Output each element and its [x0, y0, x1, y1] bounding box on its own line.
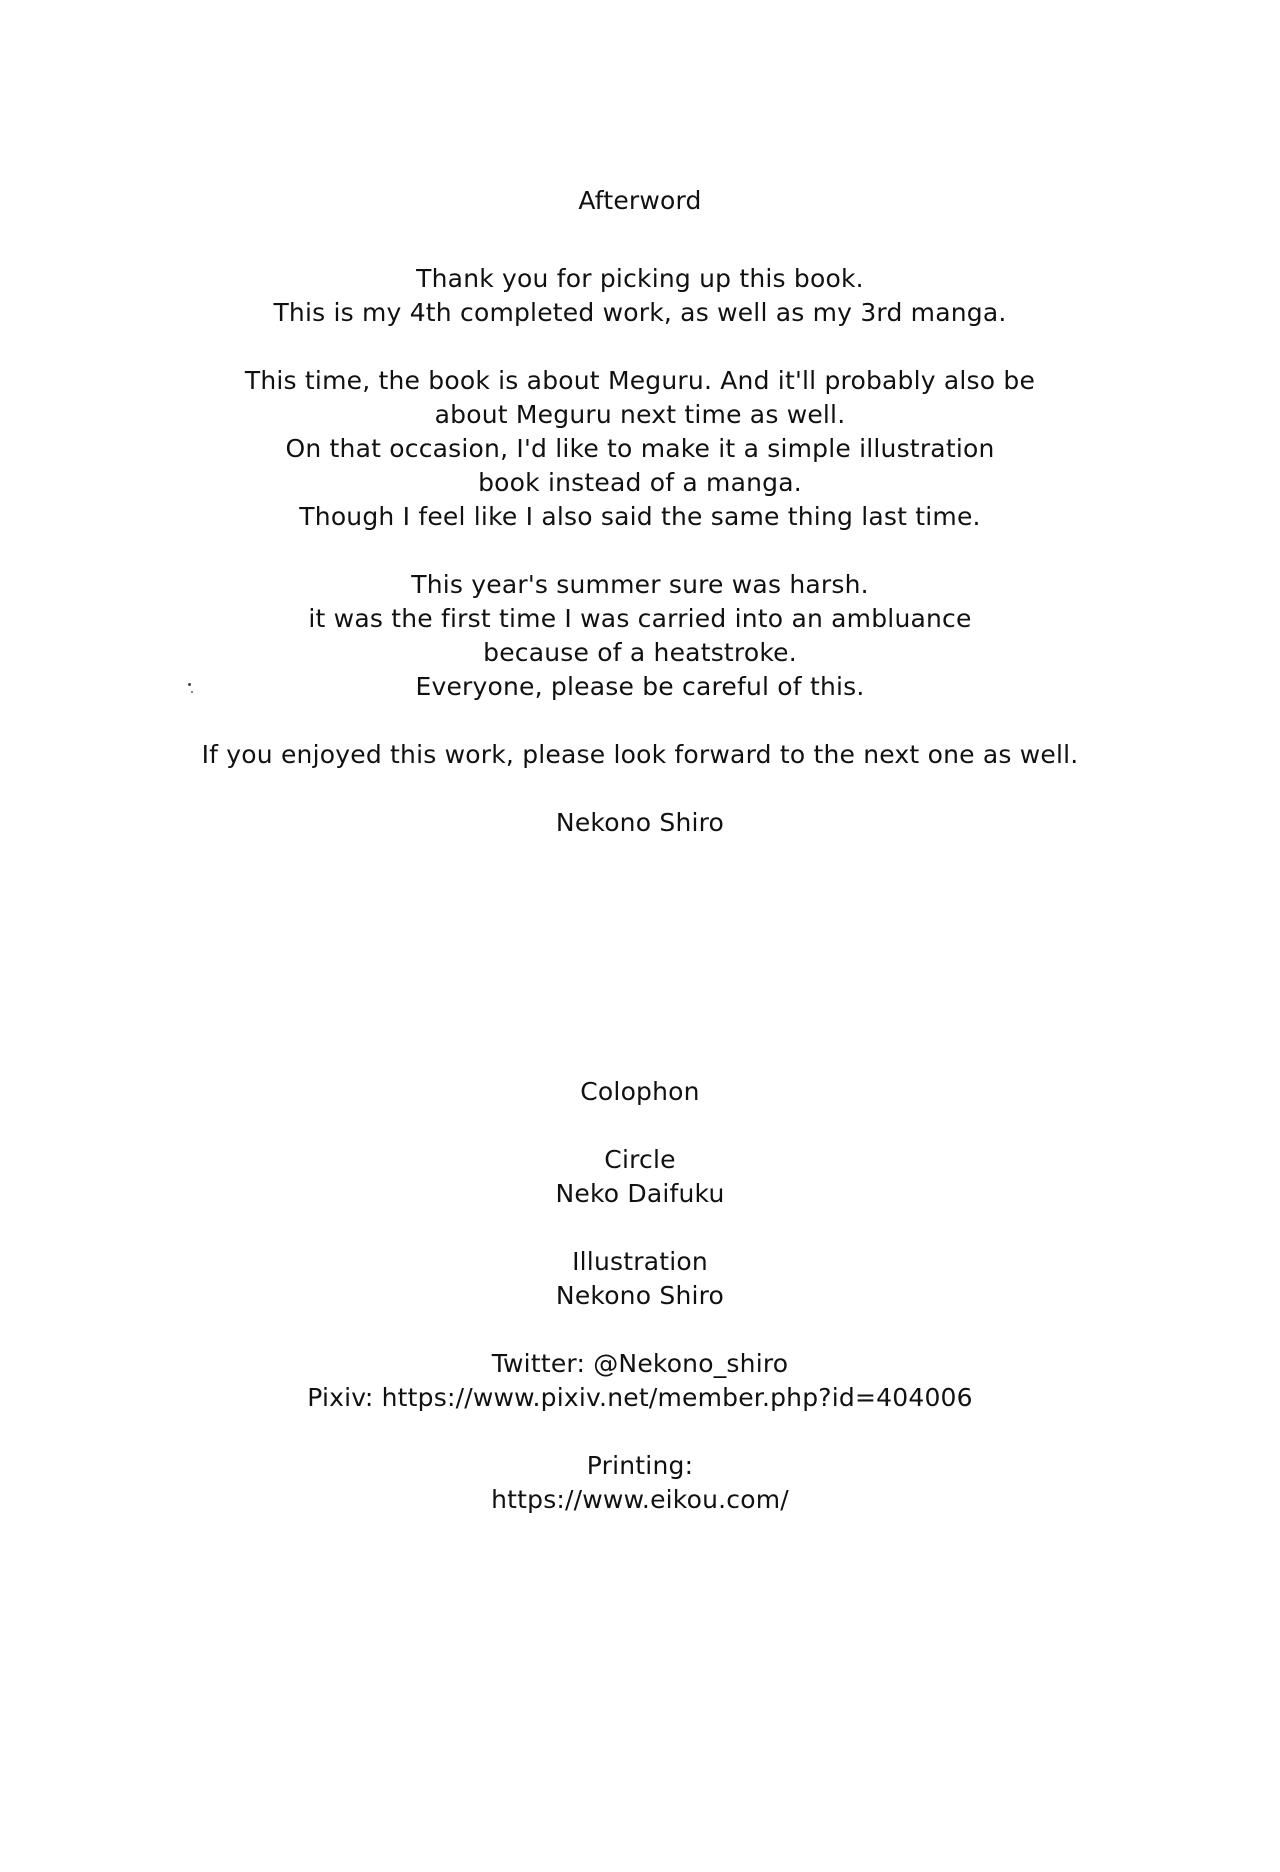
colophon-illustration-label: Illustration — [572, 1247, 708, 1276]
afterword-title: Afterword — [578, 186, 702, 215]
afterword-line-3: This time, the book is about Meguru. And it'll probably also be — [244, 366, 1036, 395]
colophon-circle-value: Neko Daifuku — [555, 1179, 725, 1208]
afterword-line-4: about Meguru next time as well. — [434, 400, 846, 429]
colophon-pixiv: Pixiv: https://www.pixiv.net/member.php?id=404006 — [307, 1383, 973, 1412]
afterword-line-10: because of a heatstroke. — [483, 638, 797, 667]
page-speck — [188, 683, 191, 686]
page-speck — [191, 691, 193, 693]
colophon-twitter: Twitter: @Nekono_shiro — [491, 1349, 789, 1378]
colophon-illustration-value: Nekono Shiro — [555, 1281, 725, 1310]
afterword-line-6: book instead of a manga. — [478, 468, 802, 497]
afterword-signature: Nekono Shiro — [555, 808, 725, 837]
afterword-line-7: Though I feel like I also said the same thing last time. — [299, 502, 981, 531]
afterword-line-12: If you enjoyed this work, please look forward to the next one as well. — [201, 740, 1079, 769]
colophon-circle-label: Circle — [604, 1145, 676, 1174]
afterword-line-2: This is my 4th completed work, as well as my 3rd manga. — [273, 298, 1007, 327]
afterword-line-8: This year's summer sure was harsh. — [411, 570, 869, 599]
colophon-title: Colophon — [580, 1077, 700, 1106]
colophon-printing-value: https://www.eikou.com/ — [491, 1485, 789, 1514]
afterword-line-5: On that occasion, I'd like to make it a simple illustration — [285, 434, 995, 463]
colophon-printing-label: Printing: — [586, 1451, 694, 1480]
afterword-line-1: Thank you for picking up this book. — [416, 264, 864, 293]
afterword-line-9: it was the first time I was carried into an ambluance — [308, 604, 972, 633]
afterword-line-11: Everyone, please be careful of this. — [415, 672, 865, 701]
